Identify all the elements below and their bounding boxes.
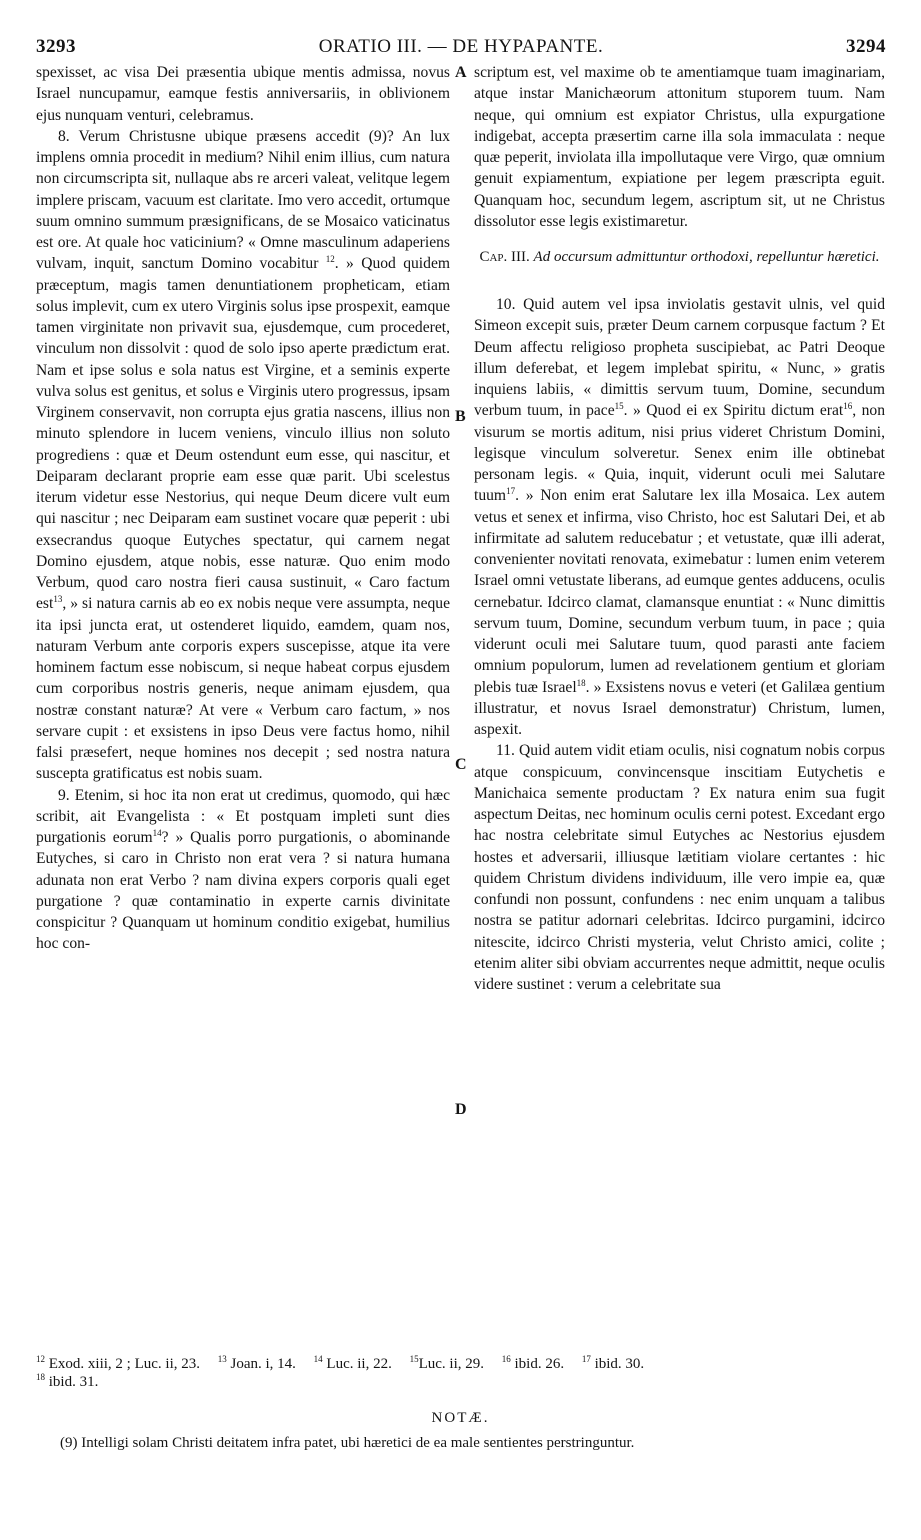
chapter-title: Ad occursum admittuntur orthodoxi, repelluntur hæretici. xyxy=(533,249,880,265)
footnote xyxy=(410,1356,484,1372)
paragraph-text: , » si natura carnis ab eo ex nobis neque vere assumpta, neque ita ipsi juncta erat, ut ostenderet liquido, eamdem, quam nos, naturam Verbum ante corporis expers suscepisse, atque ita vere hominem factum esse nobiscum, si neque habeat corpus ejusdem cum corporibus nostris generis, neque animam ejusdem, qua nostræ constant naturæ? At vere « Verbum caro factum, » nos servare cupit : et exsistens in ipso Deus vere factus homo, nihil falsi præsefert, neque homines nos decepit ; sed nostra natura suscepta gratificatus est nobis suam. xyxy=(36,595,450,783)
paragraph-text: . » Exsistens novus e veteri (et Galilæa gentium illustratur, et novus Israel demonstratur) Christum, lumen, aspexit. xyxy=(474,678,885,738)
chapter-heading xyxy=(474,248,885,266)
margin-letter-a: A xyxy=(455,64,467,81)
paragraph xyxy=(474,62,885,232)
footnote-number: 18 xyxy=(36,1372,45,1382)
running-header xyxy=(36,36,886,60)
notes-heading: NOTÆ. xyxy=(431,1410,490,1426)
footnote-text: Joan. i, 14. xyxy=(230,1356,296,1372)
footnote-ref: 15 xyxy=(614,401,624,412)
footnote-text: Luc. ii, 29. xyxy=(418,1356,484,1372)
page-number-left: 3293 xyxy=(36,36,76,57)
footnote-text: ibid. 26. xyxy=(514,1356,565,1372)
footnote xyxy=(582,1356,644,1372)
paragraph-text: 9. Etenim, si hoc ita non erat ut credimus, quomodo, qui hæc scribit, ait Evangelista : « Et postquam impleti sunt dies purgationis eorum xyxy=(36,786,450,846)
left-column xyxy=(36,62,450,955)
paragraph-text: scriptum est, vel maxime ob te amentiamque tuam imaginariam, atque instar Manichæorum attonitum stuporem tuum. Nam neque, qui omnium est expiator Christus, ulla expurgatione indigebat, accepta præsertim carne illa sola immaculata : neque quæ peperit, inviolata illa impollutaque vere Virgo, quæ omnium genuit expiamentum, expiatione per legem præscripta eguit. Quanquam hoc, secundum legem, ascriptum sit, ut ne Christus dissolutor esse legis existimaretur. xyxy=(474,64,885,230)
footnote-number: 16 xyxy=(501,1354,511,1364)
footnote-ref: 14 xyxy=(152,827,162,838)
footnote-number: 12 xyxy=(36,1354,45,1364)
footnotes xyxy=(36,1355,886,1391)
paragraph-text: . » Quod quidem præceptum, magis tamen denuntiationem propheticam, etiam solus implevit, cum ex utero Virginis solus ipse prospexit, eamque tamen virginitate non privavit sua, ejusdemque, cum procederet, vinculum non dissolvit : quod de solo ipso aperte prædictum erat. Nam et ipse solus e sola natus est Virgine, et a seminis experte vulva solus est genitus, et solus e Virginis utero progressus, ipsam Virginem conservavit, non corrupta ejus gratia nascens, illius non minuto splendore in lucem veniens, vinculo illius non soluto progrediens : quæ et Deum ostendunt eum esse, qui nascitur, et Deiparam declarant proprie eam esse quæ parit. Ubi scelestus iterum videtur esse Nestorius, qui neque Deum dicere vult eum qui nascitur ; nec Deiparam eam sustinet vocare quæ peperit : ubi exsecrandus quoque Eutyches spectatur, qui carnem negat Domino ejusdem, atque nobis, esse naturæ. Quo enim modo Verbum, quod caro nostra fieri causa sustinuit, « Caro factum est xyxy=(36,255,450,613)
footnote-ref: 16 xyxy=(843,401,853,412)
footnote-ref: 17 xyxy=(506,486,516,497)
footnote-ref: 18 xyxy=(576,677,586,688)
paragraph-text: spexisset, ac visa Dei præsentia ubique mentis admissa, novus Israel nuncupamur, eamque festis anniversariis, in oblivionem ejus nunquam venturi, celebramus. xyxy=(36,64,450,124)
page-number-right: 3294 xyxy=(846,36,886,57)
note-text: Intelligi solam Christi deitatem infra patet, ubi hæretici de ea male sentientes perstringuntur. xyxy=(81,1435,635,1451)
footnote-number: 14 xyxy=(313,1354,323,1364)
footnote-text: Exod. xiii, 2 ; Luc. ii, 23. xyxy=(48,1356,200,1372)
footnote-number: 15 xyxy=(409,1354,419,1364)
paragraph-10 xyxy=(474,294,885,740)
paragraph-text: ? » Qualis porro purgationis, o abominande Eutyches, si caro in Christo non erat vera ? si natura humana adunata non erat Verbo ? nam divina expers corporis quali eget purgatione ? quæ contaminatio in experte carnis divinitate conspicitur ? Quanquam ut hominum conditio exigebat, humilius hoc con- xyxy=(36,829,450,953)
paragraph-text: , non visurum se mortis aditum, nisi prius videret Christum Domini, legisque vinculum solveretur. Senex enim ille obtinebat personam legis. « Quia, inquit, viderunt oculi mei Salutare tuum xyxy=(474,402,886,505)
footnote xyxy=(36,1356,200,1372)
paragraph xyxy=(36,62,450,126)
paragraph-text: . » Quod ei ex Spiritu dictum erat xyxy=(623,402,844,420)
chapter-label: Cap. III. xyxy=(479,249,530,265)
footnote xyxy=(36,1374,98,1390)
margin-letter-d: D xyxy=(455,1101,467,1118)
paragraph-text: 8. Verum Christusne ubique præsens accedit (9)? An lux implens omnia procedit in medium? Nihil enim illius, cum natura non circumscripta sit, nullaque abs re arceri valeat, velitque legem implere priscam, vacuum est claritate. Imo vero accedit, ortumque suum omnino summum præsignificans, de se Mosaico vaticinatus est ore. At quale hoc vaticinium? « Omne masculinum adaperiens vulvam, inquit, sanctum Domino vocabitur xyxy=(36,127,450,273)
margin-letter-b: B xyxy=(455,408,466,425)
footnote-number: 17 xyxy=(581,1354,591,1364)
footnote-ref: 13 xyxy=(53,594,63,605)
paragraph-text: . » Non enim erat Salutare lex illa Mosaica. Lex autem vetus et senex et infirma, viso Christo, hoc est Salutari Dei, et ab infirmitate ad salutem reducebatur ; et vetustate, quæ illi aderat, convenienter novitati renovata, eximebatur : lumen enim veterem Israel omni vetustate liberans, ad eumque gentes adducens, oculis cernebatur. Idcirco clamat, clamansque enuntiat : « Nunc dimittis servum tuum, Domine, secundum verbum tuum, in pace ; quia viderunt oculi mei Salutare tuum, quod parasti ante faciem omnium populorum, lumen ad revelationem gentium et gloriam plebis tuæ Israel xyxy=(474,487,885,696)
footnote-text: ibid. 30. xyxy=(594,1356,645,1372)
footnote xyxy=(314,1356,392,1372)
right-column xyxy=(474,62,885,995)
footnote xyxy=(218,1356,296,1372)
paragraph-text: 10. Quid autem vel ipsa inviolatis gestavit ulnis, vel quid Simeon excepit suis, præter Deum carnem corpusque factum ? Et Deum affectu religioso propheta suscipiebat, ac Patri Deoque illum deferebat, et legem implebat spiritu, « Nunc, » gratis inquiens labiis, « dimittis servum tuum, Domine, secundum verbum tuum, in pace xyxy=(474,296,885,420)
footnote-text: Luc. ii, 22. xyxy=(326,1356,392,1372)
footnote-ref: 12 xyxy=(325,254,335,265)
footnote xyxy=(502,1356,564,1372)
paragraph-11 xyxy=(474,740,885,995)
note xyxy=(60,1434,890,1452)
margin-letter-c: C xyxy=(455,756,467,773)
footnote-number: 13 xyxy=(217,1354,227,1364)
paragraph-text: 11. Quid autem vidit etiam oculis, nisi cognatum nobis corpus atque conspicuum, convincensque inscitiam Eutychetis e Manichaica semente productam ? Ex natura enim sua fugit aspectum Deitas, nec hominum oculis cerni potest. Excedant ergo hac nostra celebritate simul Eutyches ac Nestorius ejusdem hostes et adversarii, illiusque lætitiam violare certantes : hic quidem Christum dividens individuum, ille vero impie ea, quæ confundi non possunt, confundens : nec enim unquam a talibus nostra se patitur adornari celebritas. Idcirco purgamini, idcirco nitescite, idcirco Christi mysteria, velut Christo amici, colite ; etenim aliter sibi obviam accurrentes neque admittit, neque oculis videre sustinet : verum a celebritate sua xyxy=(474,742,885,993)
running-title: ORATIO III. — DE HYPAPANTE. xyxy=(318,36,604,57)
paragraph-9 xyxy=(36,785,450,955)
paragraph-8 xyxy=(36,126,450,785)
note-label: (9) xyxy=(60,1435,78,1451)
footnote-text: ibid. 31. xyxy=(48,1374,99,1390)
